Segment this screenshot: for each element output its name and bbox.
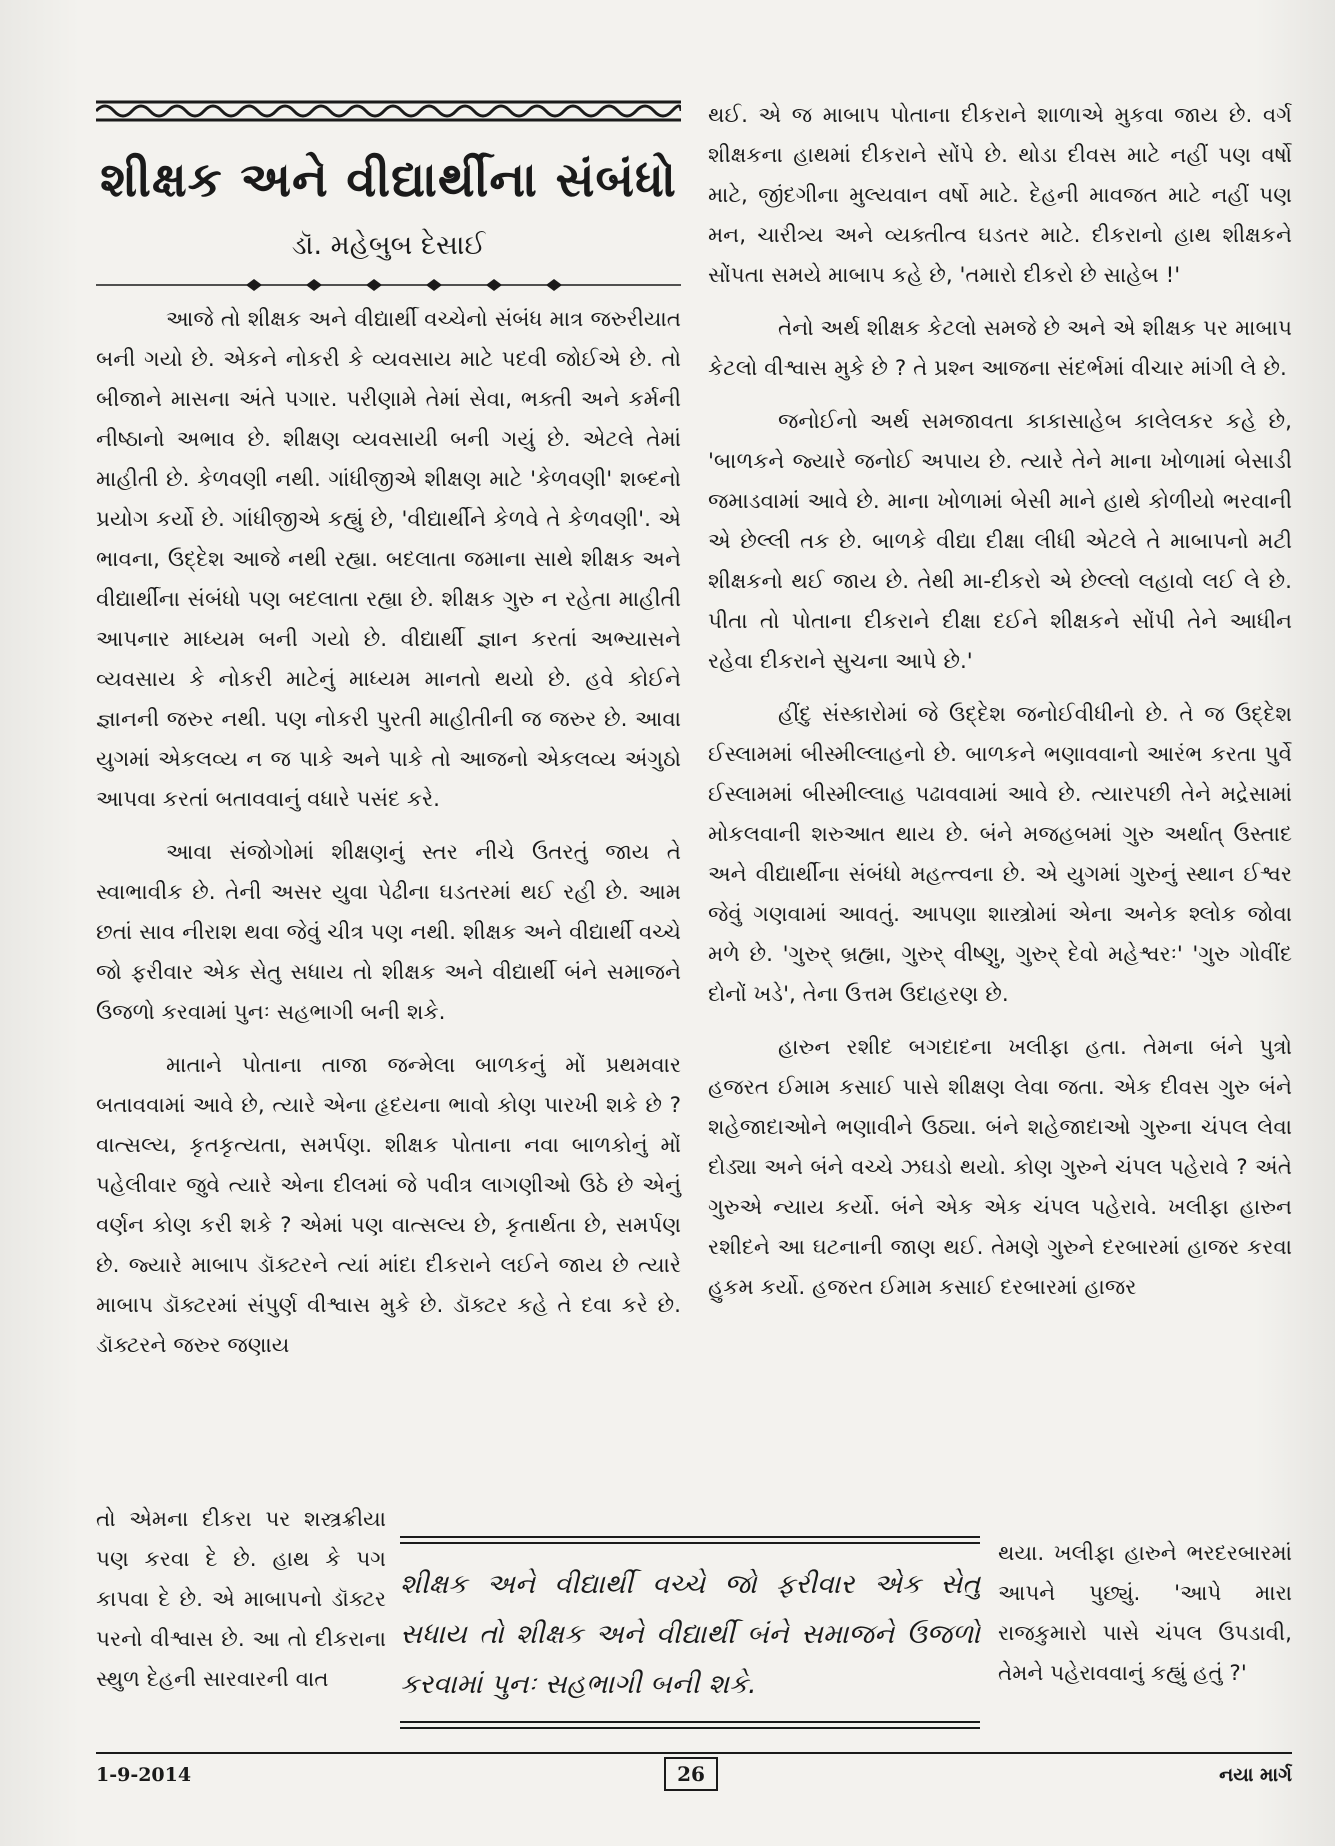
- pull-quote: શીક્ષક અને વીદ્યાર્થી વચ્ચે જો ફરીવાર એક સેતુ સધાય તો શીક્ષક અને વીદ્યાર્થી બંને સમાજને ઉજળો કરવામાં પુનઃ સહભાગી બની શકે.: [400, 1569, 980, 1700]
- left-bottom-text: તો એમના દીકરા પર શસ્ત્રક્રીયા પણ કરવા દે છે. હાથ કે પગ કાપવા દે છે. એ માબાપનો ડૉક્ટર પરનો વીશ્વાસ છે. આ તો દીકરાના સ્થુળ દેહની સારવારની વાત: [96, 1507, 386, 1692]
- footer-date: 1-9-2014: [96, 1764, 192, 1786]
- footer-rule: [96, 1752, 1292, 1754]
- magazine-name: નયા માર્ગ: [1219, 1764, 1292, 1786]
- article-title: શીક્ષક અને વીદ્યાર્થીના સંબંધો: [100, 152, 677, 208]
- paragraph: તેનો અર્થ શીક્ષક કેટલો સમજે છે અને એ શીક્ષક પર માબાપ કેટલો વીશ્વાસ મુકે છે ? તે પ્રશ્ન આજના સંદર્ભમાં વીચાર માંગી લે છે.: [708, 316, 1292, 381]
- right-bottom-text: થયા. ખલીફા હારુને ભરદરબારમાં આપને પુછ્યું. 'આપે મારા રાજકુમારો પાસે ચંપલ ઉપડાવી, તેમને પહેરાવવાનું કહ્યું હતું ?': [998, 1541, 1292, 1686]
- left-column: [96, 300, 681, 1379]
- paragraph: હારુન રશીદ બગદાદના ખલીફા હતા. તેમના બંને પુત્રો હજરત ઈમામ કસાઈ પાસે શીક્ષણ લેવા જતા. એક દીવસ ગુરુ બંને શહેજાદાઓને ભણાવીને ઉઠ્યા. બંને શહેજાદાઓ ગુરુના ચંપલ લેવા દોડ્યા અને બંને વચ્ચે ઝઘડો થયો. કોણ ગુરુને ચંપલ પહેરાવે ? અંતે ગુરુએ ન્યાય કર્યો. બંને એક એક ચંપલ પહેરાવે. ખલીફા હારુન રશીદને આ ઘટનાની જાણ થઈ. તેમણે ગુરુને દરબારમાં હાજર કરવા હુકમ કર્યો. હજરત ઈમામ કસાઈ દરબારમાં હાજર: [708, 1035, 1292, 1300]
- paragraph: આજે તો શીક્ષક અને વીદ્યાર્થી વચ્ચેનો સંબંધ માત્ર જરુરીયાત બની ગયો છે. એકને નોકરી કે વ્યવસાય માટે પદવી જોઈએ છે. તો બીજાને માસના અંતે પગાર. પરીણામે તેમાં સેવા, ભક્તી અને કર્મની નીષ્ઠાનો અભાવ છે. શીક્ષણ વ્યવસાયી બની ગયું છે. એટલે તેમાં માહીતી છે. કેળવણી નથી. ગાંધીજીએ શીક્ષણ માટે 'કેળવણી' શબ્દનો પ્રયોગ કર્યો છે. ગાંધીજીએ કહ્યું છે, 'વીદ્યાર્થીને કેળવે તે કેળવણી'. એ ભાવના, ઉદ્દેશ આજે નથી રહ્યા. બદલાતા જમાના સાથે શીક્ષક અને વીદ્યાર્થીના સંબંધો પણ બદલાતા રહ્યા છે. શીક્ષક ગુરુ ન રહેતા માહીતી આપનાર માધ્યમ બની ગયો છે. વીદ્યાર્થી જ્ઞાન કરતાં અભ્યાસને વ્યવસાય કે નોકરી માટેનું માધ્યમ માનતો થયો છે. હવે કોઈને જ્ઞાનની જરુર નથી. પણ નોકરી પુરતી માહીતીની જ જરુર છે. આવા યુગમાં એકલવ્ય ન જ પાકે અને પાકે તો આજનો એકલવ્ય અંગુઠો આપવા કરતાં બતાવવાનું વધારે પસંદ કરે.: [96, 307, 681, 812]
- author-divider: [96, 278, 681, 292]
- article-author: ડૉ. મહેબુબ દેસાઈ: [291, 230, 486, 261]
- pullquote-rule-top: [400, 1535, 980, 1545]
- paragraph: માતાને પોતાના તાજા જન્મેલા બાળકનું મોં પ્રથમવાર બતાવવામાં આવે છે, ત્યારે એના હૃદયના ભાવો કોણ પારખી શકે છે ? વાત્સલ્ય, કૃતકૃત્યતા, સમર્પણ. શીક્ષક પોતાના નવા બાળકોનું મોં પહેલીવાર જુવે ત્યારે એના દીલમાં જે પવીત્ર લાગણીઓ ઉઠે છે એનું વર્ણન કોણ કરી શકે ? એમાં પણ વાત્સલ્ય છે, કૃતાર્થતા છે, સમર્પણ છે. જ્યારે માબાપ ડૉક્ટરને ત્યાં માંદા દીકરાને લઈને જાય છે ત્યારે માબાપ ડૉક્ટરમાં સંપુર્ણ વીશ્વાસ મુકે છે. ડૉક્ટર કહે તે દવા કરે છે. ડૉક્ટરને જરુર જણાય: [96, 1053, 681, 1358]
- paragraph: હીંદુ સંસ્કારોમાં જે ઉદ્દેશ જનોઈવીધીનો છે. તે જ ઉદ્દેશ ઈસ્લામમાં બીસ્મીલ્લાહનો છે. બાળકને ભણાવવાનો આરંભ કરતા પુર્વે ઈસ્લામમાં બીસ્મીલ્લાહ પઢાવવામાં આવે છે. ત્યારપછી તેને મદ્રેસામાં મોકલવાની શરુઆત થાય છે. બંને મજહબમાં ગુરુ અર્થાત્ ઉસ્તાદ અને વીદ્યાર્થીના સંબંધો મહત્ત્વના છે. એ યુગમાં ગુરુનું સ્થાન ઈશ્વર જેવું ગણવામાં આવતું. આપણા શાસ્ત્રોમાં એના અનેક શ્લોક જોવા મળે છે. 'ગુરુર્ બ્રહ્મા, ગુરુર્ વીષ્ણુ, ગુરુર્ દેવો મહેશ્વરઃ' 'ગુરુ ગોવીંદ દોનોં ખડે', તેના ઉત્તમ ઉદાહરણ છે.: [708, 702, 1292, 1007]
- paragraph: આવા સંજોગોમાં શીક્ષણનું સ્તર નીચે ઉતરતું જાય તે સ્વાભાવીક છે. તેની અસર યુવા પેઢીના ઘડતરમાં થઈ રહી છે. આમ છતાં સાવ નીરાશ થવા જેવું ચીત્ર પણ નથી. શીક્ષક અને વીદ્યાર્થી વચ્ચે જો ફરીવાર એક સેતુ સધાય તો શીક્ષક અને વીદ્યાર્થી બંને સમાજને ઉજળો કરવામાં પુનઃ સહભાગી બની શકે.: [96, 840, 681, 1025]
- pullquote-rule-bottom: [400, 1720, 980, 1730]
- paragraph: થઈ. એ જ માબાપ પોતાના દીકરાને શાળાએ મુકવા જાય છે. વર્ગ શીક્ષકના હાથમાં દીકરાને સોંપે છે. થોડા દીવસ માટે નહીં પણ વર્ષો માટે, જીંદગીના મુલ્યવાન વર્ષો માટે. દેહની માવજત માટે નહીં પણ મન, ચારીત્ર્ય અને વ્યક્તીત્વ ઘડતર માટે. દીકરાનો હાથ શીક્ષકને સોંપતા સમયે માબાપ કહે છે, 'તમારો દીકરો છે સાહેબ !': [708, 103, 1292, 288]
- title-ornament-border: [96, 98, 681, 124]
- right-column: [708, 96, 1292, 1321]
- paragraph: જનોઈનો અર્થ સમજાવતા કાકાસાહેબ કાલેલકર કહે છે, 'બાળકને જ્યારે જનોઈ અપાય છે. ત્યારે તેને માના ખોળામાં બેસાડી જમાડવામાં આવે છે. માના ખોળામાં બેસી માને હાથે કોળીયો ભરવાની એ છેલ્લી તક છે. બાળકે વીદ્યા દીક્ષા લીધી એટલે તે માબાપનો મટી શીક્ષકનો થઈ જાય છે. તેથી મા-દીકરો એ છેલ્લો લહાવો લઈ લે છે. પીતા તો પોતાના દીકરાને દીક્ષા દઈને શીક્ષકને સોંપી તેને આધીન રહેવા દીકરાને સુચના આપે છે.': [708, 409, 1292, 674]
- page-number: 26: [664, 1757, 718, 1791]
